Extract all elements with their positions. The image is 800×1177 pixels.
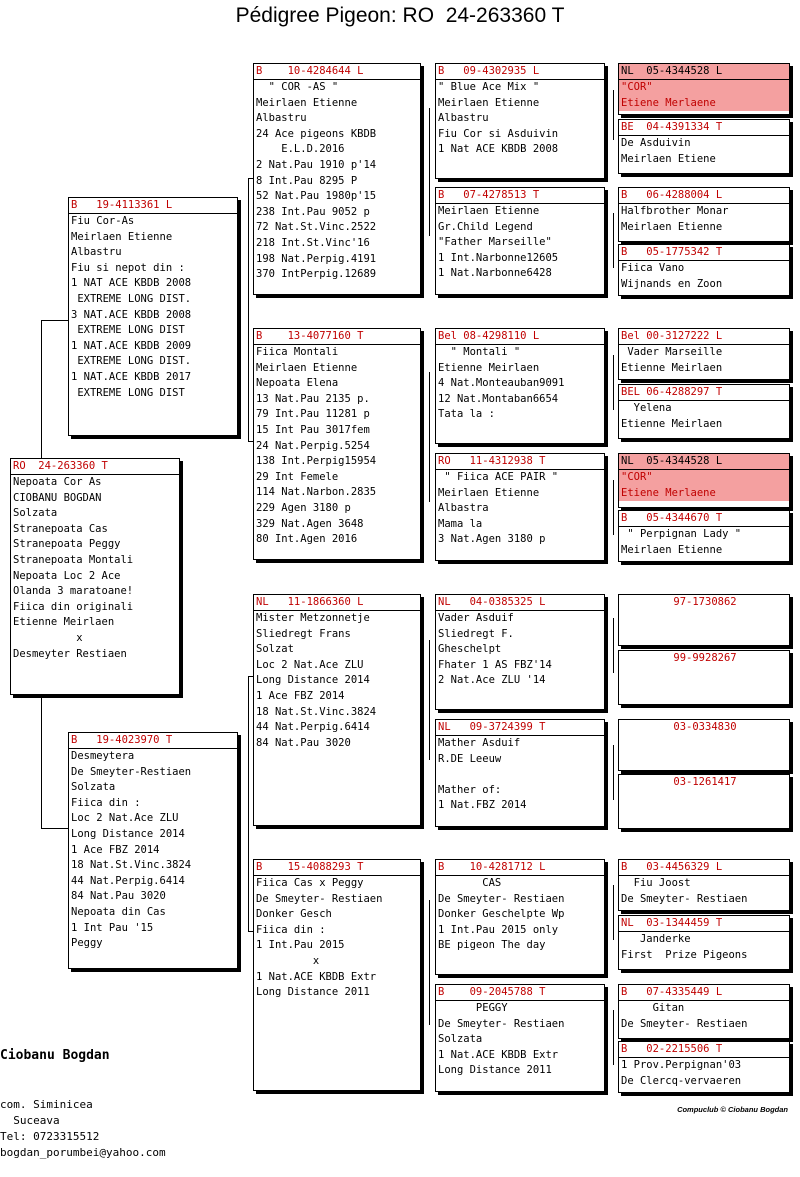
connector-line xyxy=(429,900,430,1025)
ring-number: NL 11-1866360 L xyxy=(254,595,420,611)
pigeon-info: Fiica Vano Wijnands en Zoon xyxy=(621,262,723,290)
gg-grandparent-card xyxy=(618,915,790,970)
connector-line xyxy=(613,90,614,140)
pigeon-info: Mather Asduif R.DE Leeuw Mather of: 1 Nat.FBZ 2014 xyxy=(438,737,527,812)
ring-number: NL 09-3724399 T xyxy=(436,720,604,736)
ring-number: B 13-4077160 T xyxy=(254,329,420,345)
ring-number: RO 24-263360 T xyxy=(11,459,179,475)
ring-number: BEL 06-4288297 T xyxy=(619,385,789,401)
ring-number: B 10-4281712 L xyxy=(436,860,604,876)
granddam-maternal-card xyxy=(253,859,421,1091)
ring-number: NL 05-4344528 L xyxy=(619,454,789,470)
gg-grandparent-card xyxy=(618,63,790,115)
great-grandparent-card xyxy=(435,63,605,179)
ring-number: NL 03-1344459 T xyxy=(619,916,789,932)
pigeon-info: Meirlaen Etienne Gr.Child Legend "Father Marseille" 1 Int.Narbonne12605 1 Nat.Narbonne6428 xyxy=(438,205,559,280)
connector-line xyxy=(613,745,614,800)
ring-number: B 19-4113361 L xyxy=(69,198,237,214)
great-grandparent-card xyxy=(435,719,605,827)
pigeon-info: " Fiica ACE PAIR " Meirlaen Etienne Albastra Mama la 3 Nat.Agen 3180 p xyxy=(438,471,559,546)
connector-line xyxy=(613,1010,614,1065)
connector-line xyxy=(41,320,42,461)
ring-number: B 06-4288004 L xyxy=(619,188,789,204)
pigeon-info: "COR" Etiene Merlaene xyxy=(619,80,789,111)
pigeon-info: Fiica Cas x Peggy De Smeyter- Restiaen Donker Gesch Fiica din : 1 Int.Pau 2015 x 1 Nat.ACE KBDB Extr Long Distance 2011 xyxy=(256,877,383,999)
pigeon-info: Fiica Montali Meirlaen Etienne Nepoata Elena 13 Nat.Pau 2135 p. 79 Int.Pau 11281 p 15 Int Pau 3017fem 24 Nat.Perpig.5254 138 Int.Perpig15954 29 Int Femele 114 Nat.Narbon.2835 229 Agen 3180 p 329 Nat.Agen 3648 80 Int.Agen 2016 xyxy=(256,346,377,546)
great-grandparent-card xyxy=(435,594,605,710)
pigeon-info: " Montali " Etienne Meirlaen 4 Nat.Monteauban9091 12 Nat.Montaban6654 Tata la : xyxy=(438,346,565,421)
connector-line xyxy=(41,693,42,828)
pigeon-info: Nepoata Cor As CIOBANU BOGDAN Solzata Stranepoata Cas Stranepoata Peggy Stranepoata Montali Nepoata Loc 2 Ace Olanda 3 maratoane! Fiica din originali Etienne Meirlaen x Desmeyter Restiaen xyxy=(13,476,134,660)
sire-card xyxy=(68,197,238,436)
gg-grandparent-card xyxy=(618,594,790,646)
pigeon-info: De Asduivin Meirlaen Etiene xyxy=(621,137,716,165)
pigeon-info: Mister Metzonnetje Sliedregt Frans Solzat Loc 2 Nat.Ace ZLU Long Distance 2014 1 Ace FBZ 2014 18 Nat.St.Vinc.3824 44 Nat.Perpig.6414 84 Nat.Pau 3020 xyxy=(256,612,377,749)
ring-number: RO 11-4312938 T xyxy=(436,454,604,470)
connector-line xyxy=(613,355,614,410)
owner-name: Ciobanu Bogdan xyxy=(0,1048,110,1063)
great-grandparent-card xyxy=(435,328,605,444)
gg-grandparent-card xyxy=(618,984,790,1039)
granddam-paternal-card xyxy=(253,328,421,560)
gg-grandparent-card xyxy=(618,119,790,174)
ring-number: B 02-2215506 T xyxy=(619,1042,789,1058)
ring-number: B 15-4088293 T xyxy=(254,860,420,876)
connector-line xyxy=(613,480,614,535)
pigeon-info: CAS De Smeyter- Restiaen Donker Geschelpte Wp 1 Int.Pau 2015 only BE pigeon The day xyxy=(438,877,565,952)
pigeon-info: " Blue Ace Mix " Meirlaen Etienne Albastru Fiu Cor si Asduivin 1 Nat ACE KBDB 2008 xyxy=(438,81,559,156)
owner-contact: com. Siminicea Suceava Tel: 0723315512 bogdan_porumbei@yahoo.com xyxy=(0,1098,166,1159)
great-grandparent-card xyxy=(435,187,605,295)
pigeon-info: Janderke First Prize Pigeons xyxy=(621,933,748,961)
pigeon-info: "COR" Etiene Merlaene xyxy=(619,470,789,501)
footer-credit: Compuclub © Ciobanu Bogdan xyxy=(677,1105,788,1114)
gg-grandparent-card xyxy=(618,384,790,439)
ring-number: B 19-4023970 T xyxy=(69,733,237,749)
ring-number: B 09-2045788 T xyxy=(436,985,604,1001)
dam-card xyxy=(68,732,238,969)
pigeon-info: Halfbrother Monar Meirlaen Etienne xyxy=(621,205,729,233)
pigeon-info: PEGGY De Smeyter- Restiaen Solzata 1 Nat.ACE KBDB Extr Long Distance 2011 xyxy=(438,1002,565,1077)
connector-line xyxy=(613,618,614,673)
gg-grandparent-card xyxy=(618,719,790,771)
pigeon-info: " COR -AS " Meirlaen Etienne Albastru 24 Ace pigeons KBDB E.L.D.2016 2 Nat.Pau 1910 p'14 8 Int.Pau 8295 P 52 Nat.Pau 1980p'15 238 Int.Pau 9052 p 72 Nat.St.Vinc.2522 218 Int.St.Vinc'16 198 Nat.Perpig.4191 370 IntPerpig.12689 xyxy=(256,81,377,281)
pigeon-info: 1 Prov.Perpignan'03 De Clercq-vervaeren xyxy=(621,1059,742,1087)
ring-number: B 03-4456329 L xyxy=(619,860,789,876)
connector-line xyxy=(613,885,614,940)
ring-number: B 07-4278513 T xyxy=(436,188,604,204)
ring-number: B 10-4284644 L xyxy=(254,64,420,80)
pigeon-info: Gitan De Smeyter- Restiaen xyxy=(621,1002,748,1030)
gg-grandparent-card xyxy=(618,453,790,508)
ring-number: 03-1261417 xyxy=(673,776,737,788)
grandsire-maternal-card xyxy=(253,594,421,826)
connector-line xyxy=(248,178,249,441)
ring-number: 03-0334830 xyxy=(673,721,737,733)
connector-line xyxy=(613,213,614,268)
ring-number: 97-1730862 xyxy=(673,596,737,608)
owner-info xyxy=(0,1015,166,1177)
connector-line xyxy=(429,640,430,760)
ring-number: B 05-4344670 T xyxy=(619,511,789,527)
pigeon-info: Desmeytera De Smeyter-Restiaen Solzata Fiica din : Loc 2 Nat.Ace ZLU Long Distance 2014 1 Ace FBZ 2014 18 Nat.St.Vinc.3824 44 Nat.Perpig.6414 84 Nat.Pau 3020 Nepoata din Cas 1 Int Pau '15 Peggy xyxy=(71,750,192,950)
connector-line xyxy=(429,108,430,236)
ring-number: B 07-4335449 L xyxy=(619,985,789,1001)
connector-line xyxy=(429,372,430,502)
gg-grandparent-card xyxy=(618,244,790,296)
pigeon-info: Vader Asduif Sliedregt F. Gheschelpt Fhater 1 AS FBZ'14 2 Nat.Ace ZLU '14 xyxy=(438,612,552,687)
pigeon-info: Vader Marseille Etienne Meirlaen xyxy=(621,346,723,374)
great-grandparent-card xyxy=(435,453,605,561)
ring-number: Bel 08-4298110 L xyxy=(436,329,604,345)
ring-number: 99-9928267 xyxy=(673,652,737,664)
ring-number: Bel 00-3127222 L xyxy=(619,329,789,345)
connector-line xyxy=(248,676,249,931)
gg-grandparent-card xyxy=(618,187,790,242)
gg-grandparent-card xyxy=(618,859,790,911)
gg-grandparent-card xyxy=(618,510,790,562)
gg-grandparent-card xyxy=(618,650,790,705)
pigeon-info: " Perpignan Lady " Meirlaen Etienne xyxy=(621,528,742,556)
great-grandparent-card xyxy=(435,859,605,975)
connector-line xyxy=(41,320,70,321)
ring-number: B 09-4302935 L xyxy=(436,64,604,80)
ring-number: B 05-1775342 T xyxy=(619,245,789,261)
ring-number: BE 04-4391334 T xyxy=(619,120,789,136)
gg-grandparent-card xyxy=(618,1041,790,1093)
grandsire-paternal-card xyxy=(253,63,421,295)
great-grandparent-card xyxy=(435,984,605,1092)
pigeon-info: Fiu Cor-As Meirlaen Etienne Albastru Fiu si nepot din : 1 NAT ACE KBDB 2008 EXTREME LONG DIST. 3 NAT.ACE KBDB 2008 EXTREME LONG DIST 1 NAT.ACE KBDB 2009 EXTREME LONG DIST. 1 NAT.ACE KBDB 2017 EXTREME LONG DIST xyxy=(71,215,192,399)
subject-pigeon-card xyxy=(10,458,180,695)
pigeon-info: Yelena Etienne Meirlaen xyxy=(621,402,723,430)
gg-grandparent-card xyxy=(618,774,790,829)
ring-number: NL 04-0385325 L xyxy=(436,595,604,611)
page-title: Pédigree Pigeon: RO 24-263360 T xyxy=(235,4,565,27)
ring-number: NL 05-4344528 L xyxy=(619,64,789,80)
pigeon-info: Fiu Joost De Smeyter- Restiaen xyxy=(621,877,748,905)
gg-grandparent-card xyxy=(618,328,790,380)
connector-line xyxy=(41,828,70,829)
